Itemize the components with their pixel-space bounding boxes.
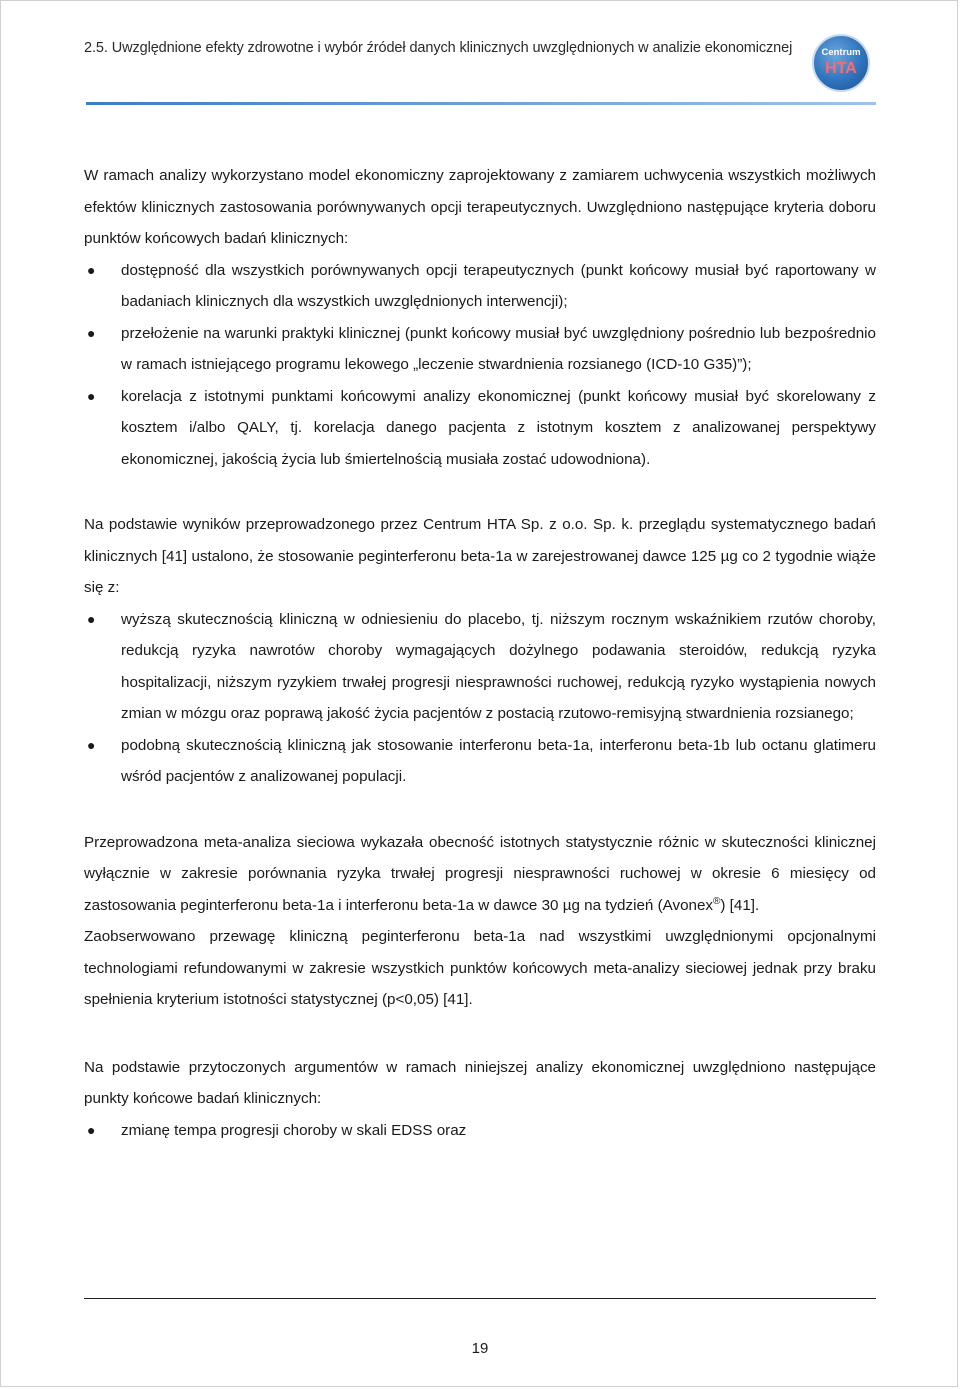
logo-text-hta: HTA	[825, 60, 857, 77]
header-divider	[86, 102, 876, 105]
section-header: 2.5. Uwzględnione efekty zdrowotne i wybór źródeł danych klinicznych uwzględnionych w analizie ekonomicznej	[84, 40, 793, 56]
paragraph-review-results: Na podstawie wyników przeprowadzonego przez Centrum HTA Sp. z o.o. Sp. k. przeglądu systematycznego badań klinicznych [41] ustalono, że stosowanie peginterferonu beta-1a w zarejestrowanej dawce 125 µg co 2 tygodnie wiąże się z:	[84, 516, 876, 596]
footer-divider	[84, 1298, 876, 1299]
logo-text-centrum: Centrum	[821, 47, 861, 58]
bullet-icon: ●	[87, 261, 96, 278]
criteria-list	[84, 255, 876, 476]
list-item	[84, 318, 876, 381]
paragraph-observed-advantage: Zaobserwowano przewagę kliniczną peginterferonu beta-1a nad wszystkimi uwzględnionymi opcjonalnymi technologiami refundowanymi w zakresie wszystkich punktów końcowych meta-analizy sieciowej jednak przy braku spełnienia kryterium istotności statystycznej (p<0,05) [41].	[84, 928, 876, 1008]
page-number: 19	[471, 1340, 489, 1357]
bullet-icon: ●	[87, 387, 96, 404]
document-body	[84, 160, 876, 1146]
paragraph-model-intro: W ramach analizy wykorzystano model ekonomiczny zaprojektowany z zamiarem uchwycenia wszystkich możliwych efektów klinicznych zastosowania porównywanych opcji terapeutycznych. Uwzględniono następujące kryteria doboru punktów końcowych badań klinicznych:	[84, 167, 876, 247]
list-item-text: przełożenie na warunki praktyki klinicznej (punkt końcowy musiał być uwzględniony pośrednio lub bezpośrednio w ramach istniejącego programu lekowego „leczenie stwardnienia rozsianego (ICD-10 G35)”);	[121, 324, 876, 373]
paragraph-endpoints-intro: Na podstawie przytoczonych argumentów w ramach niniejszej analizy ekonomicznej uwzględniono następujące punkty końcowe badań klinicznych:	[84, 1058, 876, 1107]
meta-analysis-text: Przeprowadzona meta-analiza sieciowa wykazała obecność istotnych statystycznie różnic w skuteczności klinicznej wyłącznie w zakresie porównania ryzyka trwałej progresji niesprawności ruchowej w okresie 6 miesięcy od zastosowania peginterferonu beta-1a i interferonu beta-1a w dawce 30 µg na tydzień (Avonex	[84, 833, 876, 914]
list-item-text: podobną skutecznością kliniczną jak stosowanie interferonu beta-1a, interferonu beta-1b lub octanu glatimeru wśród pacjentów z analizowanej populacji.	[121, 736, 876, 785]
list-item	[84, 730, 876, 793]
paragraph-meta-analysis	[84, 827, 876, 922]
findings-list	[84, 604, 876, 793]
list-item-text: wyższą skutecznością kliniczną w odniesieniu do placebo, tj. niższym rocznym wskaźnikiem rzutów choroby, redukcją ryzyka nawrotów choroby wymagających dożylnego podawania steroidów, redukcją ryzyka hospitalizacji, niższym ryzykiem trwałej progresji niesprawności ruchowej, redukcją ryzyko wystąpienia nowych zmian w mózgu oraz poprawą jakość życia pacjentów z postacią rzutowo-remisyjną stwardnienia rozsianego;	[121, 610, 876, 722]
bullet-icon: ●	[87, 610, 96, 627]
list-item-text: zmianę tempa progresji choroby w skali EDSS oraz	[121, 1121, 467, 1139]
centrum-hta-logo	[812, 34, 870, 92]
list-item	[84, 255, 876, 318]
list-item	[84, 381, 876, 476]
meta-analysis-citation: ) [41].	[720, 896, 760, 914]
registered-mark: ®	[713, 895, 721, 907]
list-item-text: dostępność dla wszystkich porównywanych opcji terapeutycznych (punkt końcowy musiał być raportowany w badaniach klinicznych dla wszystkich uwzględnionych interwencji);	[121, 261, 876, 310]
bullet-icon: ●	[87, 1121, 96, 1138]
endpoints-list	[84, 1115, 876, 1147]
bullet-icon: ●	[87, 324, 96, 341]
bullet-icon: ●	[87, 736, 96, 753]
list-item-text: korelacja z istotnymi punktami końcowymi analizy ekonomicznej (punkt końcowy musiał być skorelowany z kosztem i/albo QALY, tj. korelacja danego pacjenta z istotnym kosztem z analizowanej perspektywy ekonomicznej, jakością życia lub śmiertelnością musiała zostać udowodniona).	[121, 387, 876, 468]
list-item	[84, 1115, 876, 1147]
list-item	[84, 604, 876, 730]
